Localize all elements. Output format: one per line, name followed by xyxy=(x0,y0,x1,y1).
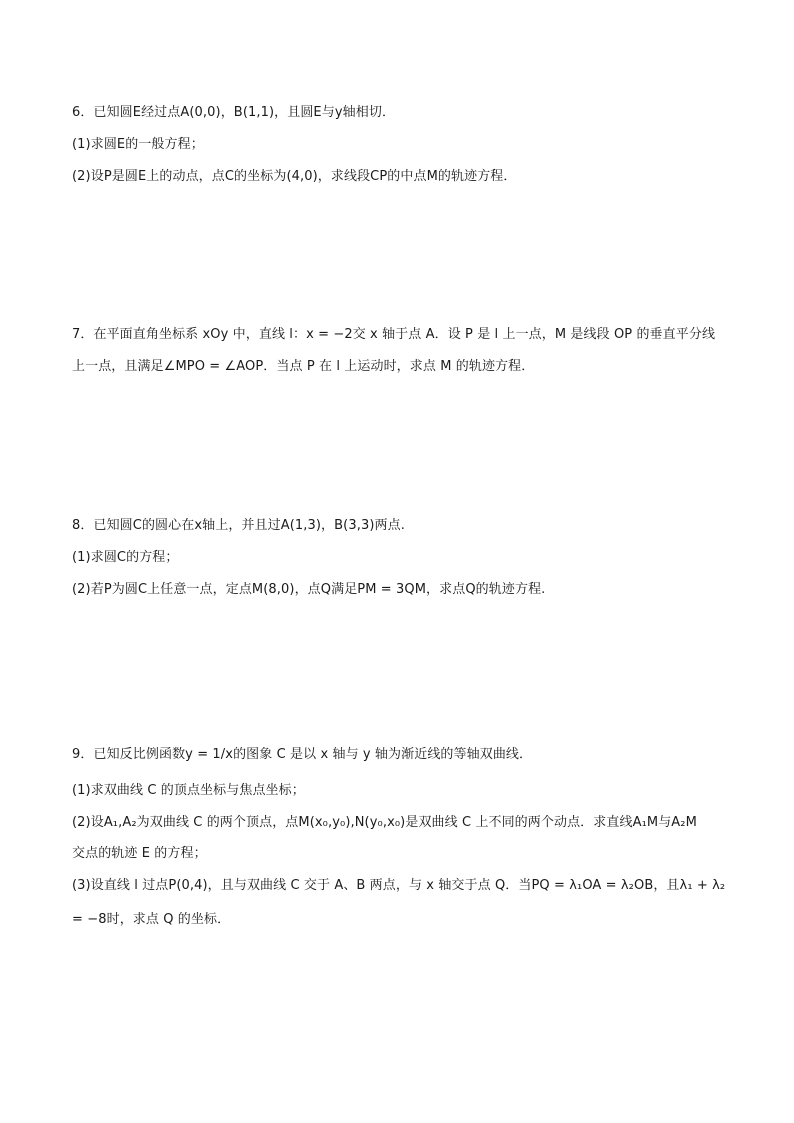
problem-9-statement: 9．已知反比例函数y = 1/x的图象 C 是以 x 轴与 y 轴为渐近线的等轴双曲线． xyxy=(72,747,533,762)
problem-6-statement: 6．已知圆E经过点A(0,0)，B(1,1)，且圆E与y轴相切． xyxy=(72,105,396,120)
problem-7-statement: 7．在平面直角坐标系 xOy 中，直线 l：x = −2交 x 轴于点 A．设 P 是 l 上一点，M 是线段 OP 的垂直平分线 xyxy=(72,327,716,342)
problem-6-part-2: (2)设P是圆E上的动点，点C的坐标为(4,0)，求线段CP的中点M的轨迹方程． xyxy=(72,169,517,184)
problem-7-statement-cont: 上一点，且满足∠MPO = ∠AOP．当点 P 在 l 上运动时，求点 M 的轨迹方程． xyxy=(72,359,535,374)
problem-8-statement: 8．已知圆C的圆心在x轴上，并且过A(1,3)，B(3,3)两点. xyxy=(72,518,405,533)
problem-9-part-2: (2)设A₁,A₂为双曲线 C 的两个顶点，点M(x₀,y₀),N(y₀,x₀)是双曲线 C 上不同的两个动点．求直线A₁M与A₂M xyxy=(72,815,697,830)
problem-9-part-1: (1)求双曲线 C 的顶点坐标与焦点坐标； xyxy=(72,783,305,798)
problem-8-part-2: (2)若P为圆C上任意一点，定点M(8,0)，点Q满足PM = 3QM，求点Q的轨迹方程. xyxy=(72,582,546,597)
problem-6-part-1: (1)求圆E的一般方程； xyxy=(72,137,204,152)
problem-8-part-1: (1)求圆C的方程； xyxy=(72,550,179,565)
problem-9-part-3-cont: = −8时，求点 Q 的坐标． xyxy=(72,912,231,927)
problem-9-part-2-cont: 交点的轨迹 E 的方程； xyxy=(72,846,207,861)
problem-9-part-3: (3)设直线 l 过点P(0,4)，且与双曲线 C 交于 A、B 两点，与 x 轴交于点 Q．当PQ = λ₁OA = λ₂OB，且λ₁ + λ₂ xyxy=(72,878,726,893)
